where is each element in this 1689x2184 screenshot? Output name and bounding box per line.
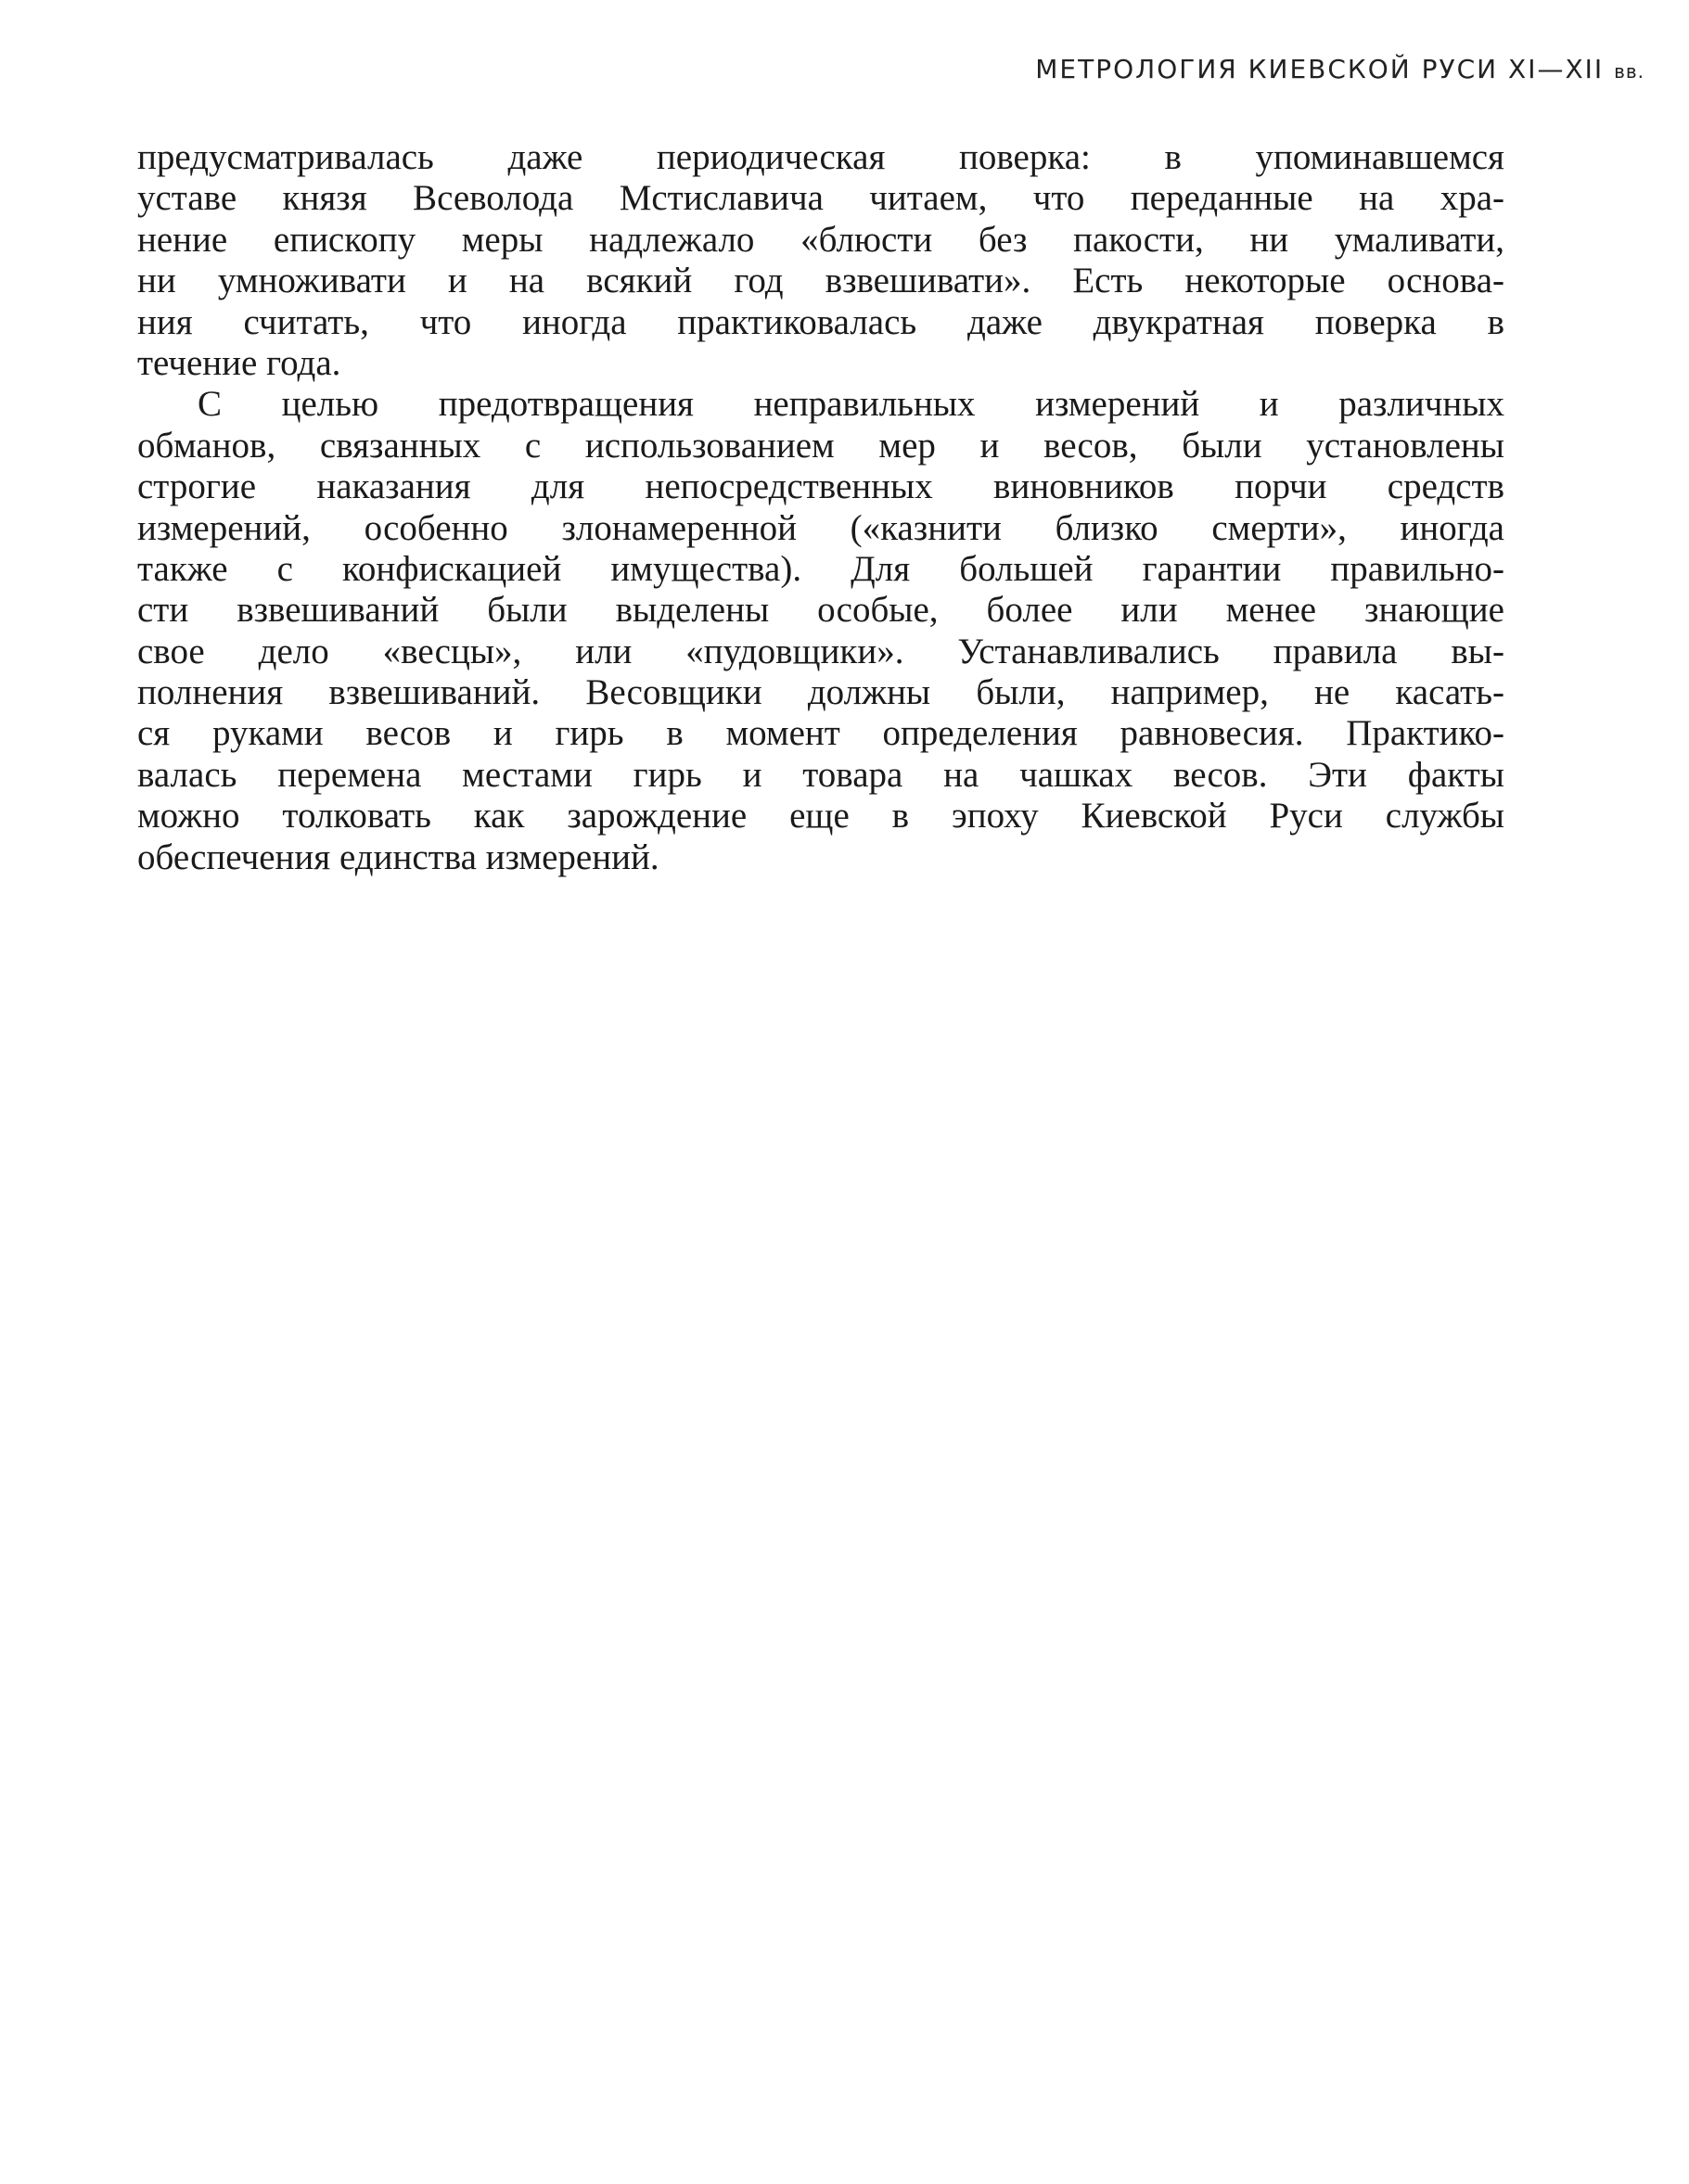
text-line: ни умноживати и на всякий год взвешивати». Есть некоторые основа- [137,261,1504,301]
body-text [137,137,1504,878]
text-line: нение епископу меры надлежало «блюсти без пакости, ни умаливати, [137,219,1504,260]
text-line: свое дело «весцы», или «пудовщики». Устанавливались правила вы- [137,631,1504,671]
text-line: сти взвешиваний были выделены особые, более или менее знающие [137,590,1504,631]
text-line: ся руками весов и гирь в момент определения равновесия. Практико- [137,713,1504,754]
text-line: валась перемена местами гирь и товара на чашках весов. Эти факты [137,754,1504,795]
running-header-century: XI—XII [1508,54,1605,84]
text-line: измерений, особенно злонамеренной («казнити близко смерти», иногда [137,507,1504,548]
text-line: также с конфискацией имущества). Для большей гарантии правильно- [137,548,1504,589]
running-header-title: МЕТРОЛОГИЯ КИЕВСКОЙ РУСИ [1035,54,1499,84]
text-line: строгие наказания для непосредственных виновников порчи средств [137,466,1504,507]
text-line: уставе князя Всеволода Мстиславича читаем, что переданные на хра- [137,178,1504,219]
running-header-abbr: вв. [1614,60,1644,83]
text-line: обманов, связанных с использованием мер и весов, были установлены [137,425,1504,466]
text-line: предусматривалась даже периодическая поверка: в упоминавшемся [137,137,1504,177]
text-line: ния считать, что иногда практиковалась даже двукратная поверка в [137,301,1504,342]
paragraph-2 [137,384,1504,878]
running-header [1035,54,1644,84]
text-line: течение года. [137,342,341,383]
text-line: полнения взвешиваний. Весовщики должны были, например, не касать- [137,672,1504,713]
text-line: С целью предотвращения неправильных измерений и различных [198,384,1504,425]
text-line: обеспечения единства измерений. [137,837,659,877]
paragraph-1 [137,137,1504,384]
text-line: можно толковать как зарождение еще в эпоху Киевской Руси службы [137,796,1504,837]
